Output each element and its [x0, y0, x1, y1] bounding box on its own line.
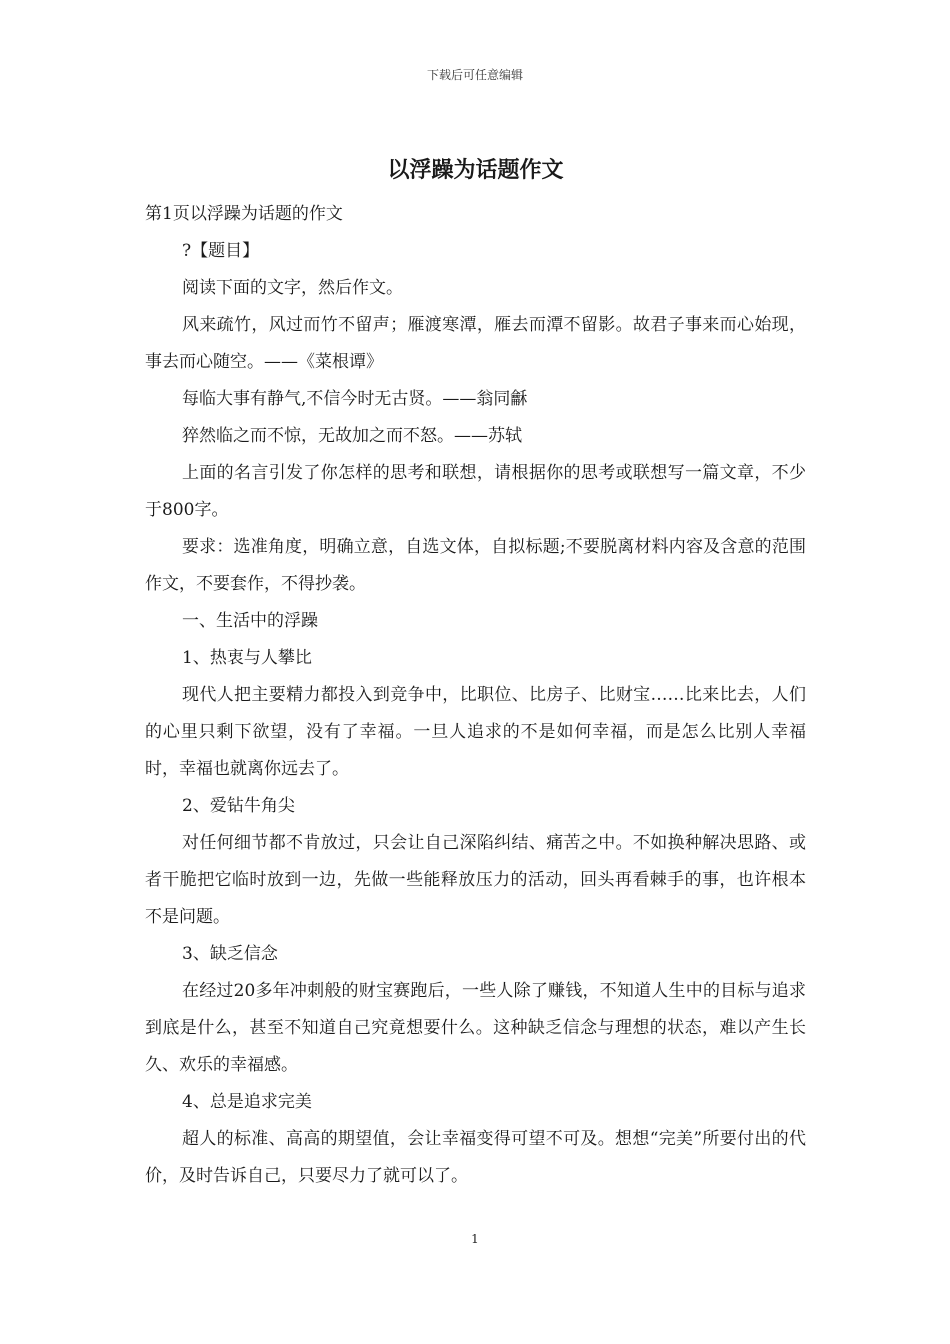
document-body: [145, 148, 806, 1195]
body-paragraph: 3、缺乏信念: [182, 944, 278, 964]
document-title: 以浮躁为话题作文: [387, 157, 564, 183]
page-header: 下载后可任意编辑: [426, 68, 523, 82]
body-paragraph: 猝然临之而不惊，无故加之而不怒。——苏轼: [182, 426, 522, 446]
body-paragraph: 要求：选准角度，明确立意，自选文体，自拟标题;不要脱离材料内容及含意的范围作文，不要套作，不得抄袭。: [145, 537, 806, 594]
body-paragraph: 阅读下面的文字，然后作文。: [182, 278, 403, 298]
body-paragraph: 1、热衷与人攀比: [182, 648, 312, 668]
body-paragraph: ?【题目】: [182, 241, 260, 261]
body-paragraph: 现代人把主要精力都投入到竞争中，比职位、比房子、比财宝……比来比去，人们的心里只剩下欲望，没有了幸福。一旦人追求的不是如何幸福，而是怎么比别人幸福时，幸福也就离你远去了。: [145, 685, 806, 779]
body-paragraph: 每临大事有静气,不信今时无古贤。——翁同龢: [182, 389, 528, 409]
page-number: 1: [471, 1232, 479, 1246]
body-paragraph: 2、爱钻牛角尖: [182, 796, 295, 816]
paragraph-list: [145, 196, 806, 1195]
body-paragraph: 风来疏竹，风过而竹不留声；雁渡寒潭，雁去而潭不留影。故君子事来而心始现，事去而心随空。——《菜根谭》: [145, 315, 806, 372]
body-paragraph: 在经过20多年冲刺般的财宝赛跑后，一些人除了赚钱，不知道人生中的目标与追求到底是什么，甚至不知道自己究竟想要什么。这种缺乏信念与理想的状态，难以产生长久、欢乐的幸福感。: [145, 981, 806, 1075]
body-paragraph: 上面的名言引发了你怎样的思考和联想，请根据你的思考或联想写一篇文章，不少于800字。: [145, 463, 806, 520]
body-paragraph: 对任何细节都不肯放过，只会让自己深陷纠结、痛苦之中。不如换种解决思路、或者干脆把它临时放到一边，先做一些能释放压力的活动，回头再看棘手的事，也许根本不是问题。: [145, 833, 806, 927]
body-paragraph: 超人的标准、高高的期望值，会让幸福变得可望不可及。想想“完美”所要付出的代价，及时告诉自己，只要尽力了就可以了。: [145, 1129, 806, 1186]
body-paragraph: 4、总是追求完美: [182, 1092, 312, 1112]
body-paragraph: 第1页以浮躁为话题的作文: [145, 204, 343, 224]
body-paragraph: 一、生活中的浮躁: [182, 611, 318, 631]
